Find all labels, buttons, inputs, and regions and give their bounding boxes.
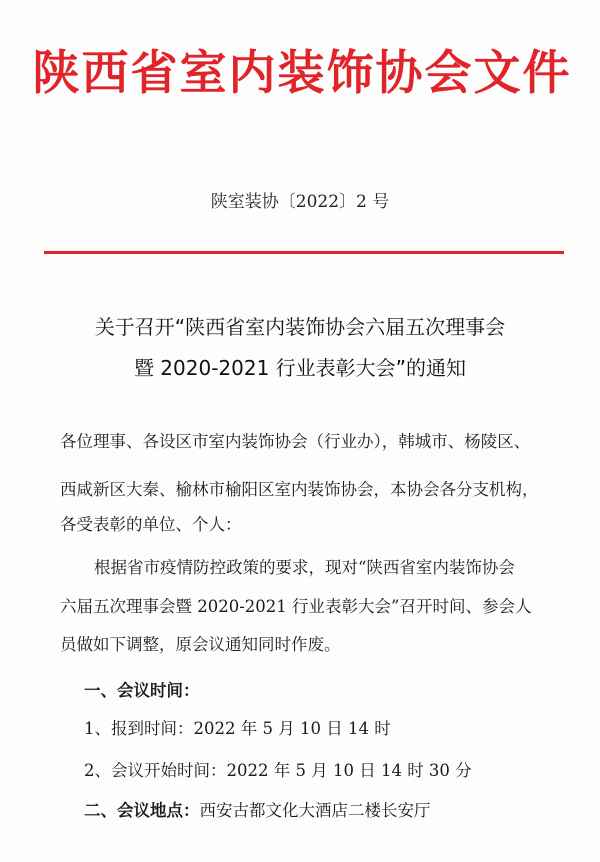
addressee-line-2: 西咸新区大秦、榆林市榆阳区室内装饰协会，本协会各分支机构，: [60, 480, 539, 499]
notice-title-line-2: 暨 2020-2021 行业表彰大会”的通知: [133, 356, 467, 380]
meeting-time-item-1: 1、报到时间：2022 年 5 月 10 日 14 时: [84, 719, 391, 738]
addressee-line-3: 各受表彰的单位、个人：: [60, 515, 242, 534]
intro-line-3: 员做如下调整，原会议通知同时作废。: [60, 635, 341, 654]
meeting-location: 西安古都文化大酒店二楼长安厅: [199, 801, 431, 820]
red-divider-line: [44, 251, 564, 254]
addressee-line-1: 各位理事、各设区市室内装饰协会（行业办），韩城市、杨陵区、: [60, 432, 531, 451]
section-2-heading: 二、会议地点：: [84, 801, 200, 820]
document-number: 陕室装协〔2022〕2 号: [210, 192, 390, 212]
section-2-row: [84, 796, 584, 825]
intro-line-1: 根据省市疫情防控政策的要求，现对“陕西省室内装饰协会: [94, 558, 515, 577]
intro-line-2: 六届五次理事会暨 2020-2021 行业表彰大会”召开时间、参会人: [60, 597, 532, 616]
meeting-time-item-2: 2、会议开始时间：2022 年 5 月 10 日 14 时 30 分: [84, 761, 472, 780]
section-1-heading: 一、会议时间：: [84, 681, 200, 700]
notice-title-line-1: 关于召开“陕西省室内装饰协会六届五次理事会: [94, 315, 506, 339]
masthead-title: 陕西省室内装饰协会文件: [32, 46, 572, 101]
